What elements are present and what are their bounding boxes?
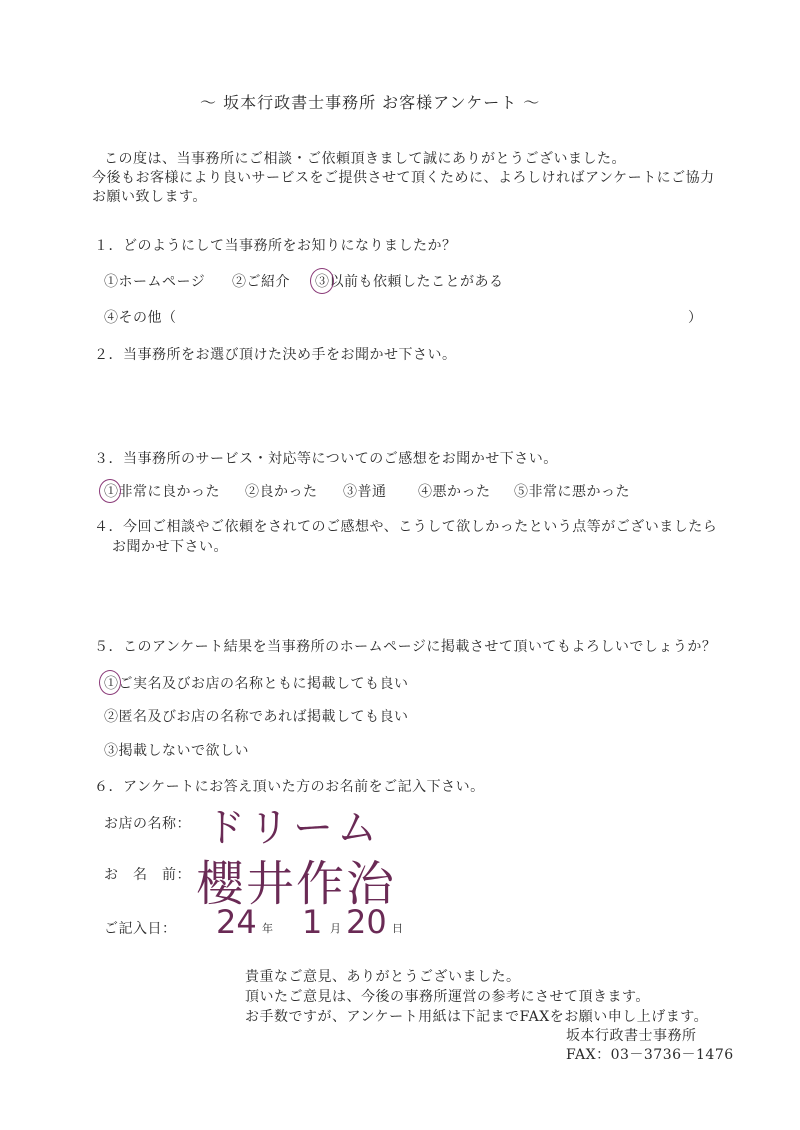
footer-note: 頂いたご意見は、今後の事務所運営の参考にさせて頂きます。: [245, 989, 650, 1005]
date-label: ご記入日：: [104, 921, 177, 937]
q1-selection-circle: [310, 268, 334, 294]
q3-option-very-bad[interactable]: ⑤非常に悪かった: [514, 484, 630, 500]
question-4-line-2: お聞かせ下さい。: [112, 539, 228, 555]
customer-name-value[interactable]: 櫻井作治: [196, 856, 397, 912]
date-month-value[interactable]: 1: [302, 903, 323, 941]
question-4-line-1: ４．今回ご相談やご依頼をされてのご感想や、こうして欲しかったという点等がございましたら: [94, 519, 718, 535]
date-day-value[interactable]: 20: [346, 903, 387, 941]
q3-option-good[interactable]: ②良かった: [245, 484, 318, 500]
q3-option-very-good[interactable]: ①非常に良かった: [104, 484, 220, 500]
date-year-unit: 年: [262, 922, 274, 935]
q1-option-other[interactable]: ④その他（: [104, 310, 177, 326]
date-month-unit: 月: [330, 922, 342, 935]
footer-fax-request: お手数ですが、アンケート用紙は下記までFAXをお願い申し上げます。: [245, 1009, 709, 1025]
q1-option-referral[interactable]: ②ご紹介: [232, 274, 290, 290]
customer-name-label: お 名 前：: [104, 867, 191, 883]
shop-name-value[interactable]: ドリーム: [205, 805, 381, 851]
footer-thanks: 貴重なご意見、ありがとうございました。: [245, 969, 521, 985]
intro-line-1: この度は、当事務所にご相談・ご依頼頂きまして誠にありがとうございました。: [104, 151, 626, 167]
q5-option-real-name[interactable]: ①ご実名及びお店の名称ともに掲載しても良い: [104, 676, 409, 692]
shop-name-label: お店の名称：: [104, 816, 191, 832]
q1-other-close-paren: ）: [688, 310, 703, 326]
date-year-value[interactable]: 24: [216, 903, 257, 941]
question-5: ５．このアンケート結果を当事務所のホームページに掲載させて頂いてもよろしいでしょうか？: [94, 639, 717, 655]
q3-option-average[interactable]: ③普通: [343, 484, 387, 500]
page-title: ～ 坂本行政書士事務所 お客様アンケート ～: [200, 93, 541, 112]
intro-line-3: お願い致します。: [92, 189, 207, 205]
q5-option-anonymous[interactable]: ②匿名及びお店の名称であれば掲載しても良い: [104, 709, 409, 725]
intro-line-2: 今後もお客様により良いサービスをご提供させて頂くために、よろしければアンケートにご協力: [92, 170, 715, 186]
q3-option-bad[interactable]: ④悪かった: [418, 484, 491, 500]
question-2: ２．当事務所をお選び頂けた決め手をお聞かせ下さい。: [94, 347, 457, 363]
q1-option-homepage[interactable]: ①ホームページ: [104, 274, 206, 290]
question-1: １．どのようにして当事務所をお知りになりましたか？: [94, 238, 457, 254]
question-3: ３．当事務所のサービス・対応等についてのご感想をお聞かせ下さい。: [94, 451, 558, 467]
q1-option-previous[interactable]: ③以前も依頼したことがある: [315, 274, 504, 290]
question-6: ６．アンケートにお答え頂いた方のお名前をご記入下さい。: [94, 779, 485, 795]
q5-selection-circle: [99, 670, 121, 695]
q3-selection-circle: [99, 479, 121, 503]
date-day-unit: 日: [392, 922, 404, 935]
q5-option-no-publish[interactable]: ③掲載しないで欲しい: [104, 743, 249, 759]
footer-office-name: 坂本行政書士事務所: [566, 1028, 697, 1044]
footer-fax-number: FAX：03－3736－1476: [566, 1047, 734, 1063]
